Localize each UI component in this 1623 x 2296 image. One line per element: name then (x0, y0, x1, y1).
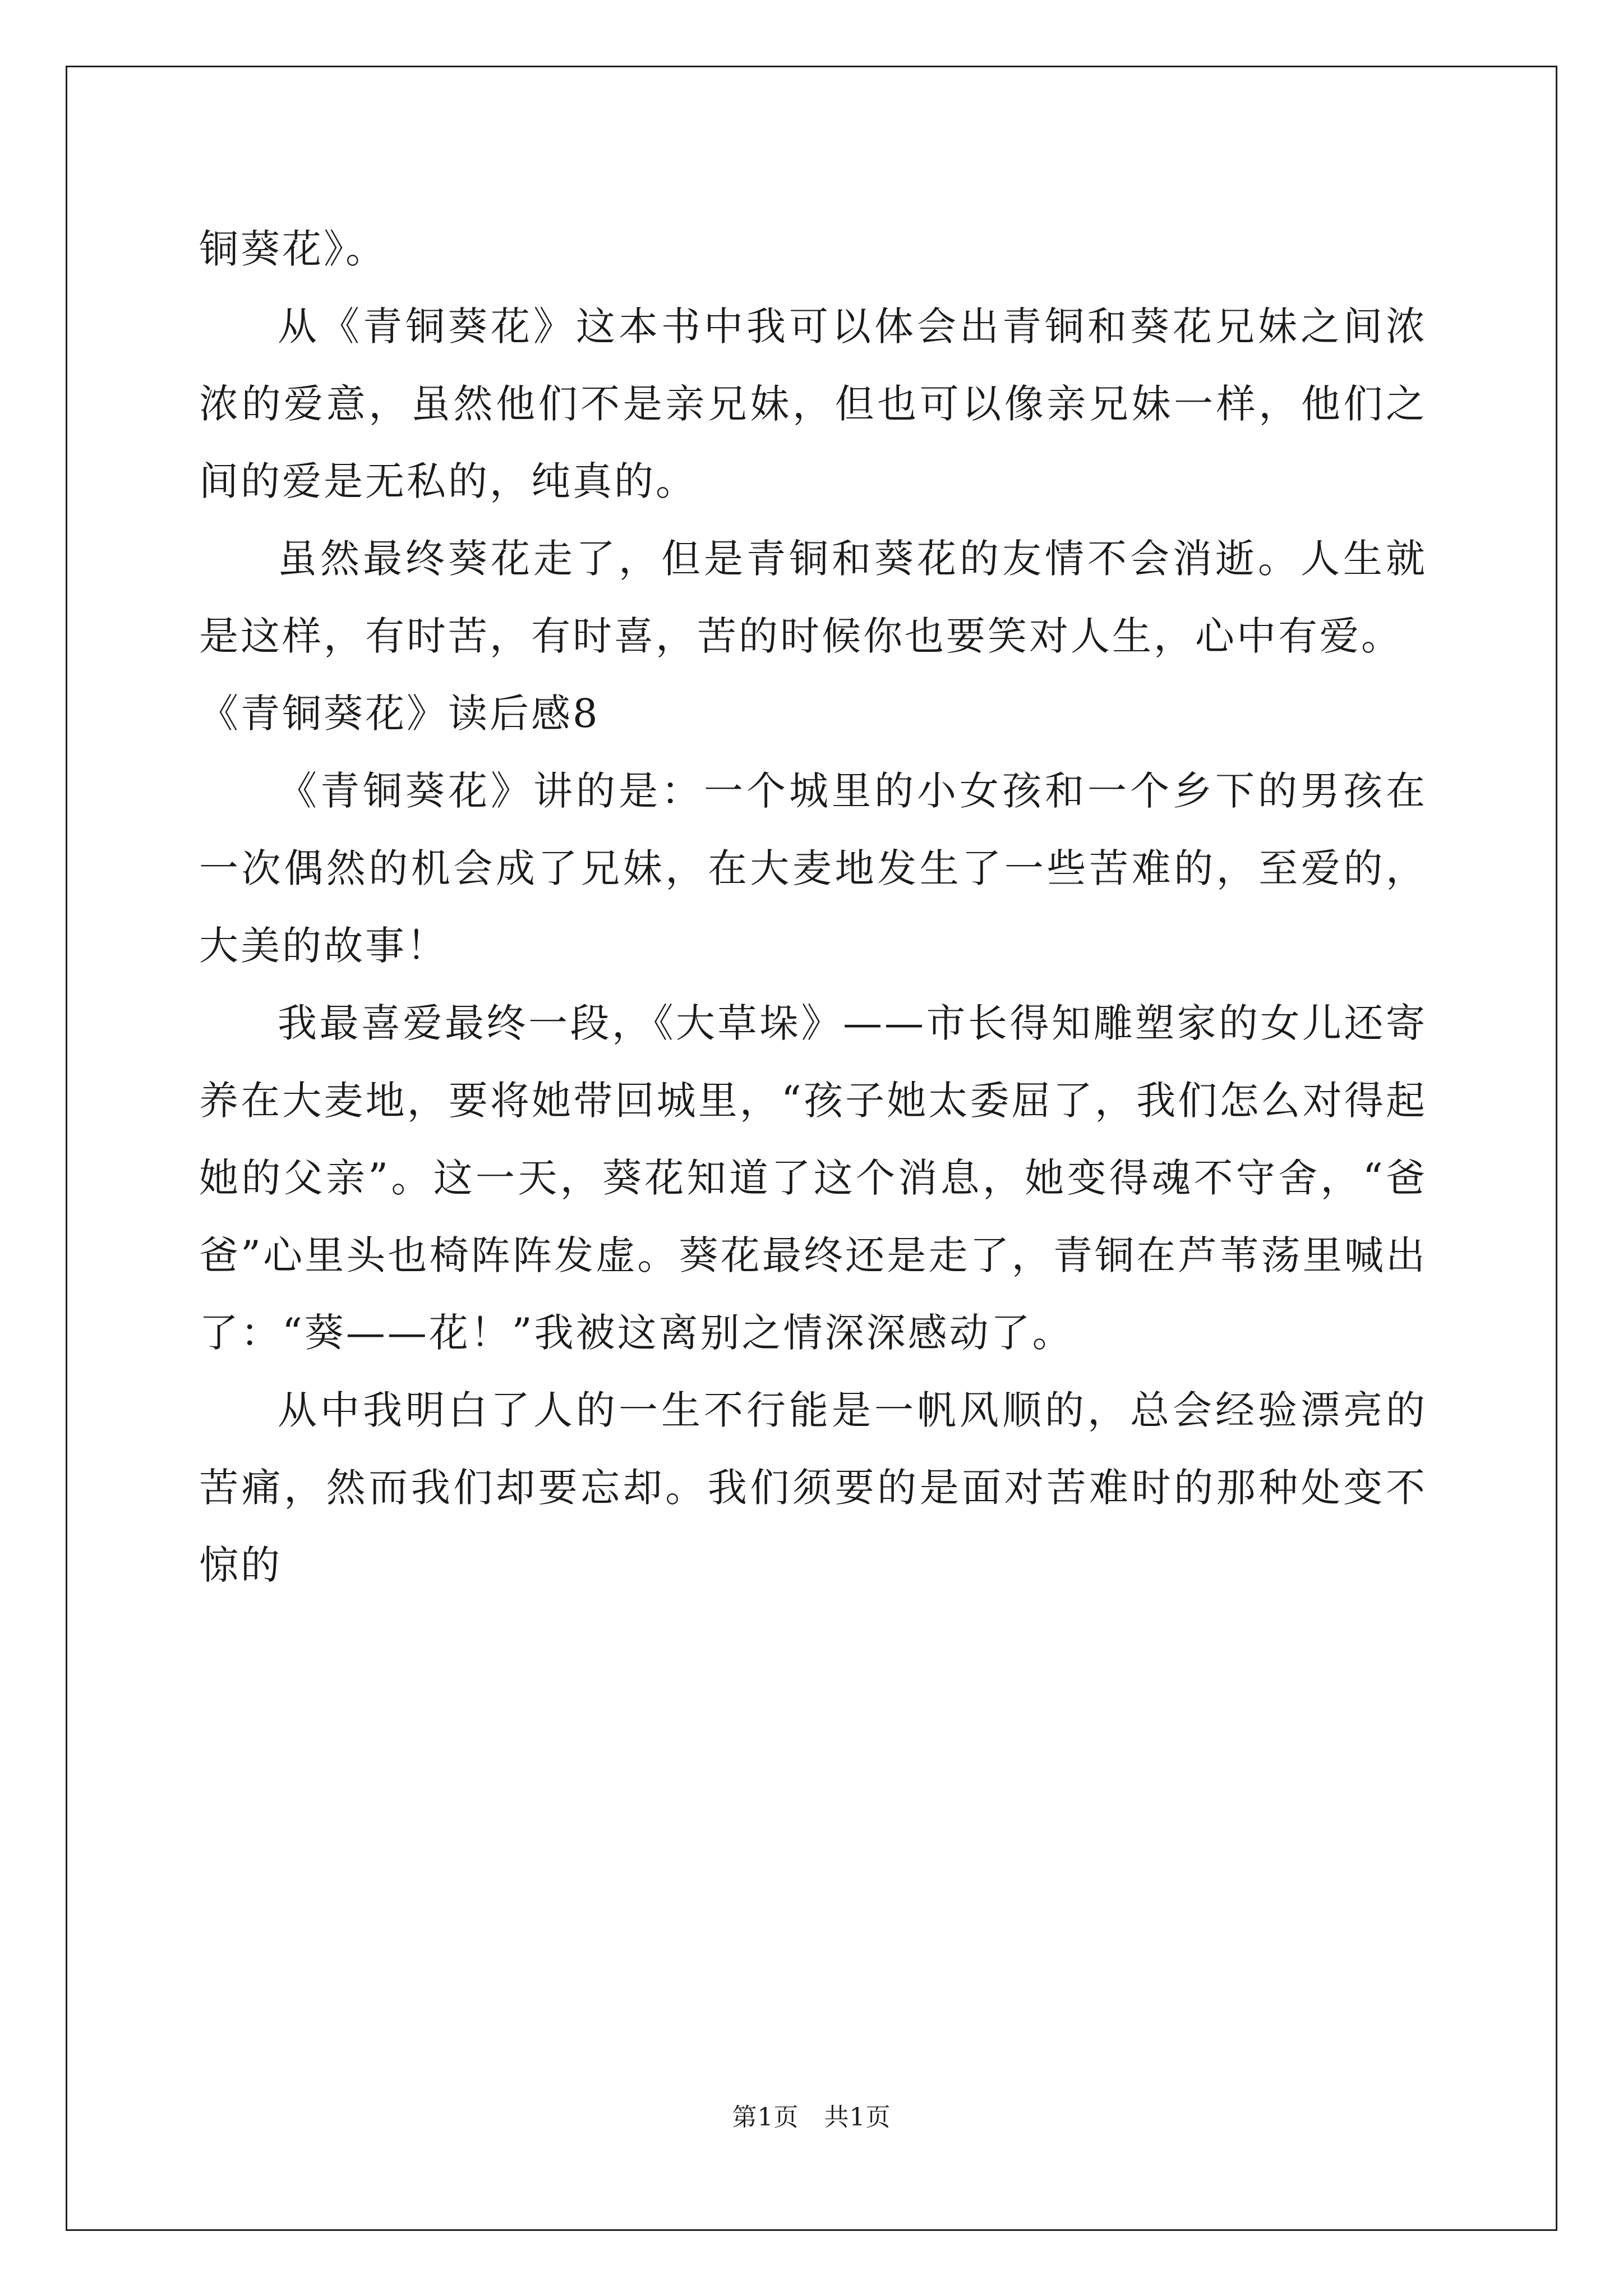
page-number: 第1页 (732, 2103, 799, 2132)
footer-spacer (799, 2103, 824, 2132)
paragraph: 我最喜爱最终一段，《大草垛》——市长得知雕塑家的女儿还寄养在大麦地，要将她带回城里，“孩子她太委屈了，我们怎么对得起她的父亲”。这一天，葵花知道了这个消息，她变得魂不守舍，“爸爸”心里头也椅阵阵发虚。葵花最终还是走了，青铜在芦苇荡里喊出了：“葵——花！”我被这离别之情深深感动了。 (199, 1000, 1427, 1356)
paragraph: 虽然最终葵花走了，但是青铜和葵花的友情不会消逝。人生就是这样，有时苦，有时喜，苦的时候你也要笑对人生，心中有爱。 (199, 536, 1427, 659)
paragraph: 从中我明白了人的一生不行能是一帆风顺的，总会经验漂亮的苦痛，然而我们却要忘却。我们须要的是面对苦难时的那种处变不惊的 (199, 1387, 1427, 1588)
document-body (199, 210, 1427, 1604)
page-footer (0, 2101, 1623, 2134)
section-heading: 《青铜葵花》读后感8 (199, 691, 600, 737)
page-total: 共1页 (824, 2103, 891, 2132)
paragraph: 《青铜葵花》讲的是：一个城里的小女孩和一个乡下的男孩在一次偶然的机会成了兄妹，在大麦地发生了一些苦难的，至爱的，大美的故事！ (199, 768, 1427, 969)
paragraph-continuation: 铜葵花》。 (199, 226, 387, 272)
paragraph: 从《青铜葵花》这本书中我可以体会出青铜和葵花兄妹之间浓浓的爱意，虽然他们不是亲兄妹，但也可以像亲兄妹一样，他们之间的爱是无私的，纯真的。 (199, 303, 1427, 504)
